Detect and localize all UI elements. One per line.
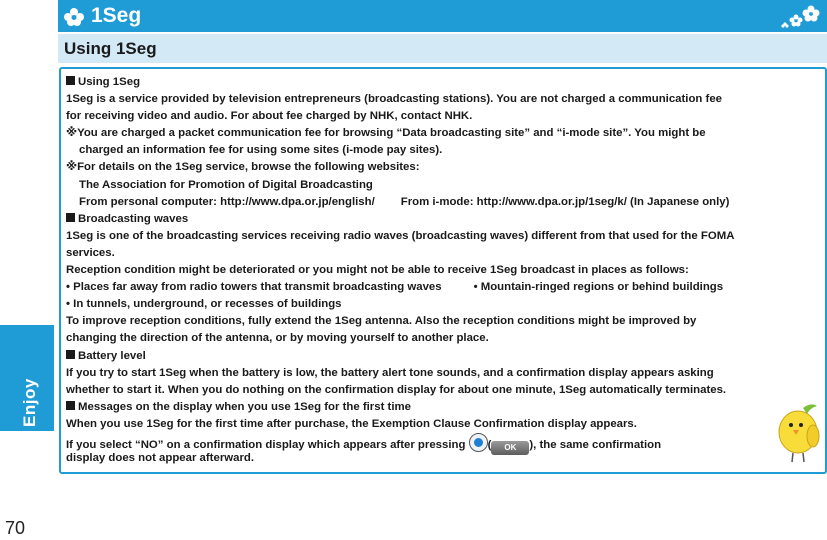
paragraph-line: 1Seg is a service provided by television entrepreneurs (broadcasting stations). You are not charged a communication fee (66, 93, 722, 106)
paragraph-line: If you try to start 1Seg when the battery is low, the battery alert tone sounds, and a confirmation display appears asking (66, 366, 714, 379)
pc-url[interactable]: From personal computer: http://www.dpa.or.jp/english/ (79, 195, 375, 208)
note-line: ※For details on the 1Seg service, browse the following websites: (66, 161, 420, 174)
flowers-icon (781, 4, 821, 30)
paragraph-line: Reception condition might be deteriorated or you might not be able to receive 1Seg broadcast in places as follows: (66, 264, 689, 277)
paragraph-line: If you select “NO” on a confirmation display which appears after pressing ( OK ), the same confirmation (66, 433, 822, 450)
section-header (58, 34, 827, 63)
paragraph-line: whether to start it. When you do nothing on the confirmation display for about one minute, 1Seg automatically terminates. (66, 383, 727, 396)
website-name: The Association for Promotion of Digital Broadcasting (79, 178, 373, 191)
heading-battery: Battery level (66, 348, 822, 365)
side-tab (0, 325, 54, 431)
title-bar (58, 0, 827, 32)
center-key-icon (469, 433, 488, 452)
square-bullet-icon (66, 76, 75, 85)
paragraph-line: changing the direction of the antenna, or by moving yourself to another place. (66, 332, 489, 345)
heading-using: Using 1Seg (66, 74, 822, 91)
info-box (59, 67, 827, 474)
square-bullet-icon (66, 213, 75, 222)
page-title: 1Seg (91, 4, 142, 27)
page-number: 70 (5, 518, 26, 538)
paragraph-line: To improve reception conditions, fully extend the 1Seg antenna. Also the reception conditions might be improved by (66, 315, 697, 328)
info-content (66, 74, 822, 467)
bullet-row (66, 279, 822, 296)
imode-url[interactable]: From i-mode: http://www.dpa.or.jp/1seg/k/ (In Japanese only) (400, 195, 730, 208)
paragraph-line: 1Seg is one of the broadcasting services receiving radio waves (broadcasting waves) different from that used for the FOMA (66, 229, 735, 242)
side-tab-label: Enjoy (20, 378, 39, 427)
note-line: charged an information fee for using some sites (i-mode pay sites). (79, 144, 443, 157)
section-title: Using 1Seg (64, 39, 157, 58)
paragraph-line: services. (66, 246, 115, 259)
ok-softkey-icon: OK (491, 441, 529, 455)
paragraph-line: display does not appear afterward. (66, 452, 254, 465)
bird-mascot-icon (773, 402, 823, 466)
bullet-item: • Mountain-ringed regions or behind buildings (473, 281, 724, 294)
heading-messages: Messages on the display when you use 1Seg for the first time (66, 399, 822, 416)
flower-icon (63, 7, 85, 27)
bullet-item: • Places far away from radio towers that transmit broadcasting waves (66, 281, 442, 294)
bullet-item: • In tunnels, underground, or recesses of buildings (66, 298, 342, 311)
square-bullet-icon (66, 350, 75, 359)
paragraph-line: When you use 1Seg for the first time after purchase, the Exemption Clause Confirmation display appears. (66, 417, 637, 430)
square-bullet-icon (66, 401, 75, 410)
note-line: ※You are charged a packet communication fee for browsing “Data broadcasting site” and “i-mode site”. You might be (66, 127, 706, 140)
heading-waves: Broadcasting waves (66, 211, 822, 228)
website-urls (66, 194, 822, 211)
paragraph-line: for receiving video and audio. For about fee charged by NHK, contact NHK. (66, 110, 473, 123)
